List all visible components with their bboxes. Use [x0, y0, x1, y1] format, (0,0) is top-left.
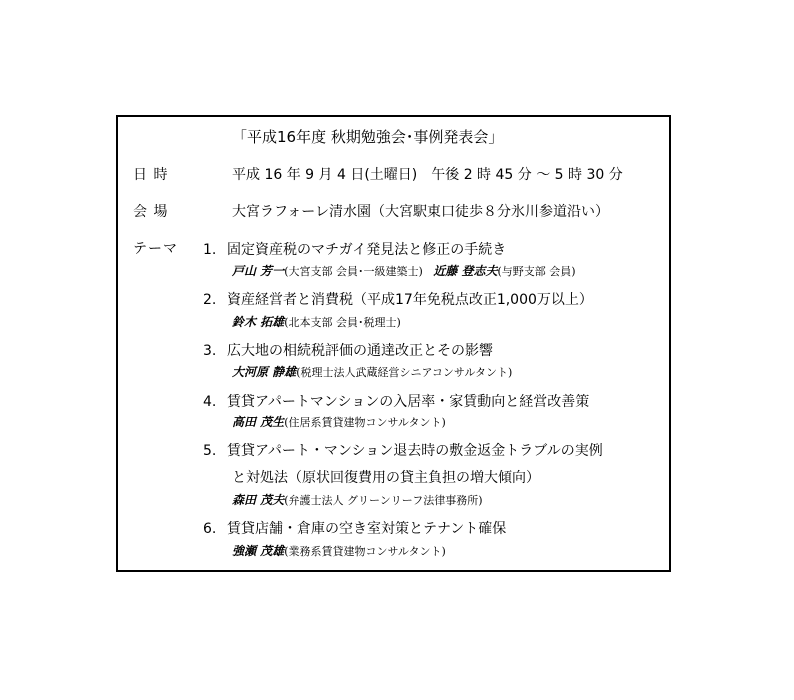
- speaker-affiliation: (北本支部 会員･税理士): [284, 316, 401, 329]
- speaker-affiliation: (業務系賃貸建物コンサルタント): [284, 545, 446, 558]
- speaker-name: 高田 茂生: [232, 415, 285, 429]
- speaker-affiliation: (住居系賃貸建物コンサルタント): [284, 416, 446, 429]
- venue-label: 会 場: [133, 204, 169, 220]
- topic-speaker: [232, 366, 512, 378]
- topic-title: 固定資産税のマチガイ発見法と修正の手続き: [227, 242, 507, 258]
- topic-number: 2.: [203, 292, 217, 308]
- speaker-name: 大河原 静雄: [232, 365, 297, 379]
- schedule-label: 日 時: [133, 167, 169, 183]
- topic-title: 賃貸アパートマンションの入居率・家賃動向と経営改善策: [227, 394, 590, 410]
- topic-speaker: [232, 545, 446, 557]
- topic-number: 1.: [203, 242, 217, 258]
- topic-number: 6.: [203, 521, 217, 537]
- speaker-affiliation: (弁護士法人 グリーンリーフ法律事務所): [284, 494, 483, 507]
- topic-speaker: [232, 316, 401, 328]
- topic-number: 3.: [203, 343, 217, 359]
- topic-number: 5.: [203, 443, 217, 459]
- speaker-affiliation: (税理士法人武蔵経営シニアコンサルタント): [296, 366, 513, 379]
- theme-label: テーマ: [133, 241, 178, 257]
- speaker-name: 強瀬 茂雄: [232, 544, 285, 558]
- schedule-value: 平成 16 年 9 月 4 日(土曜日) 午後 2 時 45 分 ～ 5 時 30 分: [232, 167, 623, 183]
- topic-title: 賃貸アパート・マンション退去時の敷金返金トラブルの実例: [227, 443, 603, 459]
- topic-title-continued: と対処法（原状回復費用の貸主負担の増大傾向）: [232, 470, 540, 486]
- topic-speaker: [232, 494, 483, 506]
- venue-value: 大宮ラフォーレ清水園（大宮駅東口徒歩８分氷川参道沿い）: [232, 204, 610, 220]
- speaker-name: 近藤 登志夫: [433, 264, 498, 278]
- topic-title: 広大地の相続税評価の通達改正とその影響: [227, 343, 493, 359]
- speaker-name: 鈴木 拓雄: [232, 315, 285, 329]
- topic-number: 4.: [203, 394, 217, 410]
- speaker-affiliation: (与野支部 会員): [497, 265, 576, 278]
- topic-title: 賃貸店舗・倉庫の空き室対策とテナント確保: [227, 521, 507, 537]
- topic-speaker: [232, 265, 576, 277]
- speaker-name: 戸山 芳一: [232, 264, 285, 278]
- topic-speaker: [232, 416, 446, 428]
- speaker-name: 森田 茂夫: [232, 493, 285, 507]
- speaker-affiliation: (大宮支部 会員･一級建築士): [284, 265, 423, 278]
- document-title: 「平成16年度 秋期勉強会･事例発表会」: [232, 128, 504, 146]
- topic-title: 資産経営者と消費税（平成17年免税点改正1,000万以上）: [227, 292, 593, 308]
